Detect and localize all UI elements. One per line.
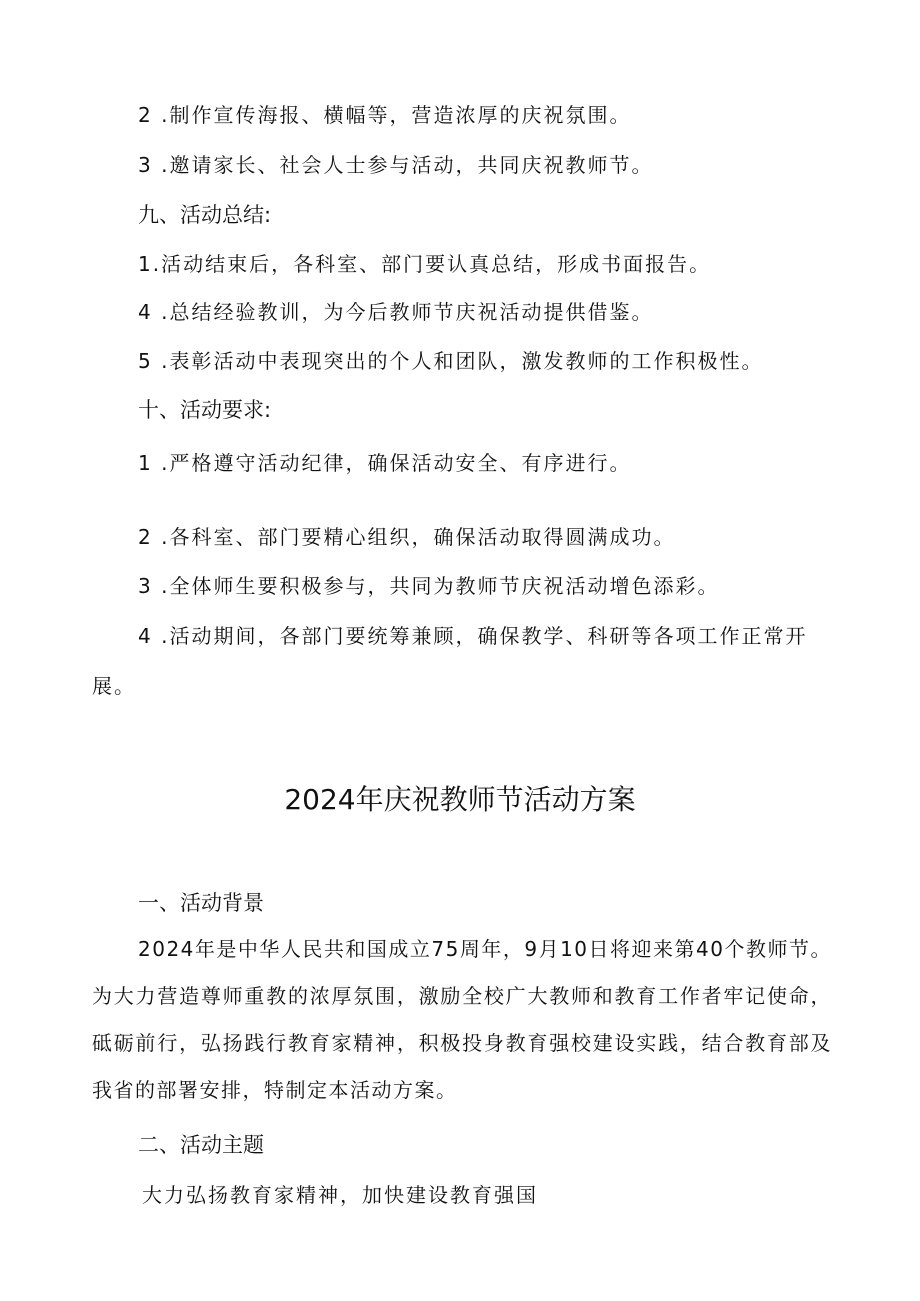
list-item: 1 .严格遵守活动纪律，确保活动安全、有序进行。 — [138, 451, 632, 475]
list-item: 2 .制作宣传海报、横幅等，营造浓厚的庆祝氛围。 — [138, 103, 632, 127]
background-paragraph: 2024年是中华人民共和国成立75周年，9月10日将迎来第40个教师节。为大力营造尊师重教的浓厚氛围，激励全校广大教师和教育工作者牢记使命，砥砺前行，弘扬践行教育家精神，积极投身教育强校建设实践，结合教育部及我省的部署安排，特制定本活动方案。 — [92, 937, 832, 1102]
list-item: 3 .邀请家长、社会人士参与活动，共同庆祝教师节。 — [138, 153, 654, 177]
theme-text: 大力弘扬教育家精神，加快建设教育强国 — [142, 1183, 538, 1207]
list-item: 4 .活动期间，各部门要统筹兼顾，确保教学、科研等各项工作正常开展。 — [92, 624, 808, 698]
section-heading-theme: 二、活动主题 — [138, 1133, 264, 1157]
list-item: 3 .全体师生要积极参与，共同为教师节庆祝活动增色添彩。 — [138, 574, 720, 598]
section-heading-summary: 九、活动总结: — [138, 203, 272, 227]
list-item: 2 .各科室、部门要精心组织，确保活动取得圆满成功。 — [138, 525, 676, 549]
document-title: 2024年庆祝教师节活动方案 — [284, 783, 636, 816]
section-heading-requirements: 十、活动要求: — [138, 398, 272, 422]
list-item: 5 .表彰活动中表现突出的个人和团队，激发教师的工作积极性。 — [138, 349, 764, 373]
list-item: 4 .总结经验教训，为今后教师节庆祝活动提供借鉴。 — [138, 300, 654, 324]
section-heading-background: 一、活动背景 — [138, 891, 264, 915]
list-item: 1.活动结束后，各科室、部门要认真总结，形成书面报告。 — [138, 252, 712, 276]
